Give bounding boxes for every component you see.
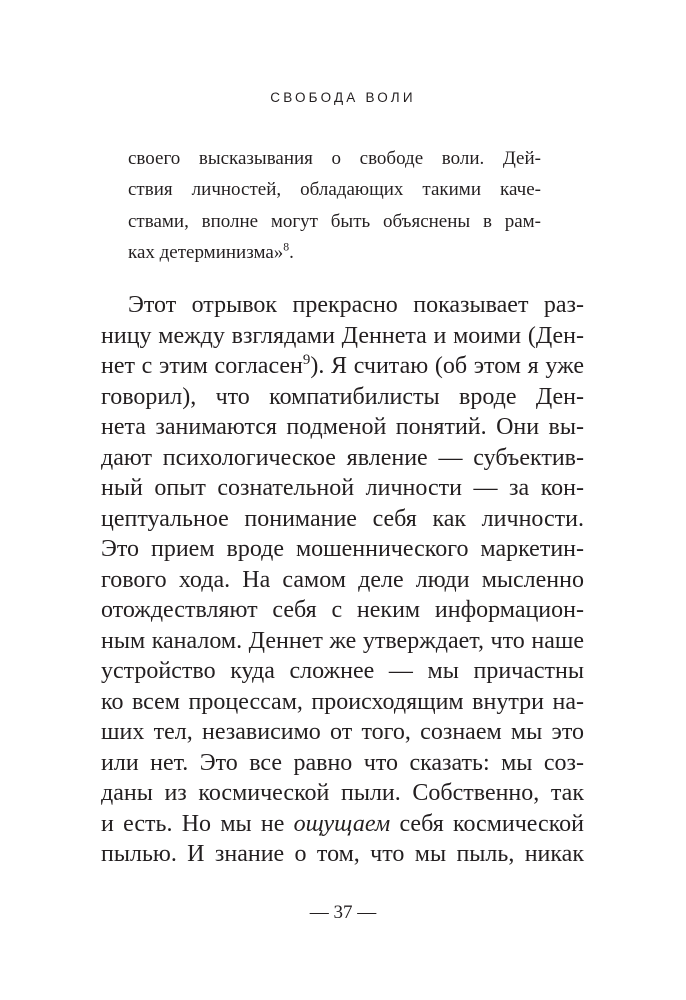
quote-line: ствия личностей, обладающих такими каче-: [128, 179, 541, 201]
paragraph-line: даны из космической пыли. Собственно, так: [101, 780, 584, 806]
footnote-ref-8[interactable]: 8: [283, 240, 290, 254]
paragraph-line: нета занимаются подменой понятий. Они вы-: [101, 414, 584, 440]
line18-start: и есть. Но мы не: [101, 810, 294, 837]
paragraph-line: ших тел, независимо от того, сознаем мы это: [101, 719, 584, 745]
line3-start: нет с этим согласен: [101, 353, 303, 379]
running-head: СВОБОДА ВОЛИ: [270, 90, 416, 105]
line18-end: себя космической: [390, 810, 584, 837]
emphasis-text: ощущаем: [293, 810, 391, 837]
paragraph-line: [101, 351, 584, 382]
paragraph-line: Этот отрывок прекрасно показывает раз-: [128, 292, 584, 318]
paragraph-line: пылью. И знание о том, что мы пыль, никак: [101, 841, 584, 867]
footnote-ref-9[interactable]: 9: [302, 351, 311, 368]
quote-last-tail: .: [289, 241, 294, 263]
paragraph-line: [101, 809, 584, 840]
paragraph-line: ным каналом. Деннет же утверждает, что наше: [101, 627, 584, 654]
paragraph-line: устройство куда сложнее — мы причастны: [101, 658, 584, 684]
quote-line: [128, 237, 541, 268]
paragraph-line: цептуальное понимание себя как личности.: [101, 505, 584, 532]
body-paragraph: [101, 290, 584, 870]
paragraph-line: или нет. Это все равно что сказать: мы соз-: [101, 749, 584, 776]
paragraph-line: ницу между взглядами Деннета и моими (Ден-: [101, 322, 584, 349]
paragraph-line: отождествляют себя с неким информацион-: [101, 597, 584, 623]
quote-line: ствами, вполне могут быть объяснены в рам-: [128, 210, 541, 232]
paragraph-line: Это прием вроде мошеннического маркетин-: [101, 536, 584, 562]
block-quote: [128, 143, 541, 268]
quote-line: своего высказывания о свободе воли. Дей-: [128, 148, 541, 169]
paragraph-line: ный опыт сознательной личности — за кон-: [101, 475, 584, 501]
paragraph-line: ко всем процессам, происходящим внутри на-: [101, 688, 584, 715]
page-number: — 37 —: [309, 902, 377, 923]
quote-last-text: ках детерминизма»: [128, 241, 284, 263]
line3-end: ). Я считаю (об этом я уже: [310, 353, 584, 379]
paragraph-line: гового хода. На самом деле люди мысленно: [101, 566, 584, 593]
paragraph-line: дают психологическое явление — субъектив-: [101, 444, 584, 471]
paragraph-line: говорил), что компатибилисты вроде Ден-: [101, 383, 584, 410]
